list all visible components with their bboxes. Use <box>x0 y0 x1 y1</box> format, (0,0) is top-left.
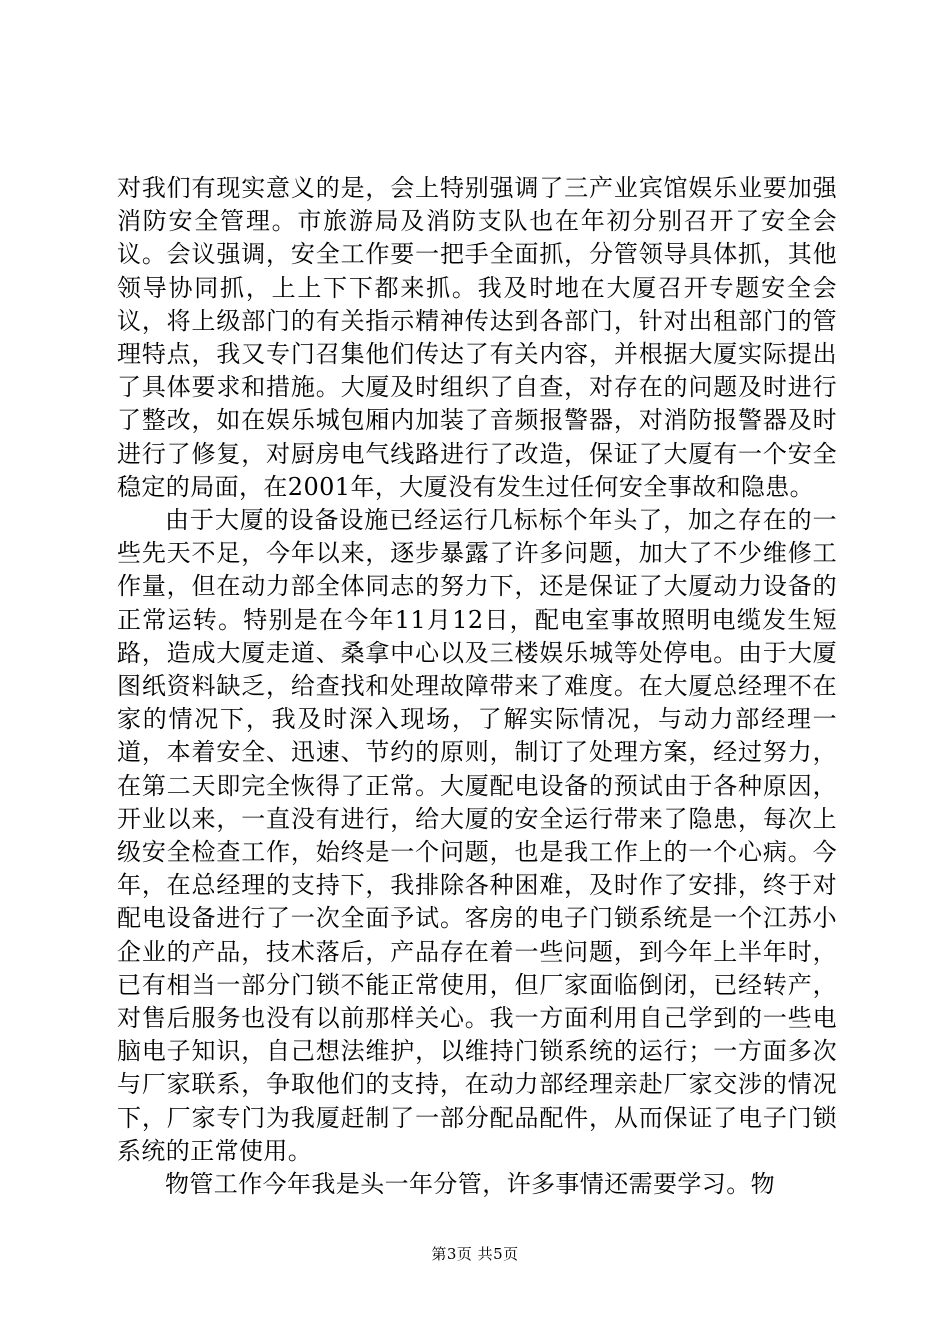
document-body <box>117 172 837 1201</box>
paragraph-property-management: 物管工作今年我是头一年分管，许多事情还需要学习。物 <box>165 1170 775 1199</box>
page-number-footer: 第3页 共5页 <box>431 1245 519 1263</box>
paragraph-safety-meeting: 对我们有现实意义的是，会上特别强调了三产业宾馆娱乐业要加强消防安全管理。市旅游局及消防支队也在年初分别召开了安全会议。会议强调，安全工作要一把手全面抓，分管领导具体抓，其他领导协同抓，上上下下都来抓。我及时地在大厦召开专题安全会议，将上级部门的有关指示精神传达到各部门，针对出租部门的管理特点，我又专门召集他们传达了有关内容，并根据大厦实际提出了具体要求和措施。大厦及时组织了自查，对存在的问题及时进行了整改，如在娱乐城包厢内加装了音频报警器，对消防报警器及时进行了修复，对厨房电气线路进行了改造，保证了大厦有一个安全稳定的局面，在2001年，大厦没有发生过任何安全事故和隐患。 <box>117 174 837 501</box>
paragraph-equipment-maintenance: 由于大厦的设备设施已经运行几标标个年头了，加之存在的一些先天不足，今年以来，逐步暴露了许多问题，加大了不少维修工作量，但在动力部全体同志的努力下，还是保证了大厦动力设备的正常运转。特别是在今年11月12日，配电室事故照明电缆发生短路，造成大厦走道、桑拿中心以及三楼娱乐城等处停电。由于大厦图纸资料缺乏，给查找和处理故障带来了难度。在大厦总经理不在家的情况下，我及时深入现场，了解实际情况，与动力部经理一道，本着安全、迅速、节约的原则，制订了处理方案，经过努力，在第二天即完全恢得了正常。大厦配电设备的预试由于各种原因，开业以来，一直没有进行，给大厦的安全运行带来了隐患，每次上级安全检查工作，始终是一个问题，也是我工作上的一个心病。今年，在总经理的支持下，我排除各种困难，及时作了安排，终于对配电设备进行了一次全面予试。客房的电子门锁系统是一个江苏小企业的产品，技术落后，产品存在着一些问题，到今年上半年时，已有相当一部分门锁不能正常使用，但厂家面临倒闭，已经转产，对售后服务也没有以前那样关心。我一方面利用自己学到的一些电脑电子知识，自己想法维护，以维持门锁系统的运行；一方面多次与厂家联系，争取他们的支持，在动力部经理亲赴厂家交涉的情况下，厂家专门为我厦赶制了一部分配品配件，从而保证了电子门锁系统的正常使用。 <box>117 506 837 1165</box>
